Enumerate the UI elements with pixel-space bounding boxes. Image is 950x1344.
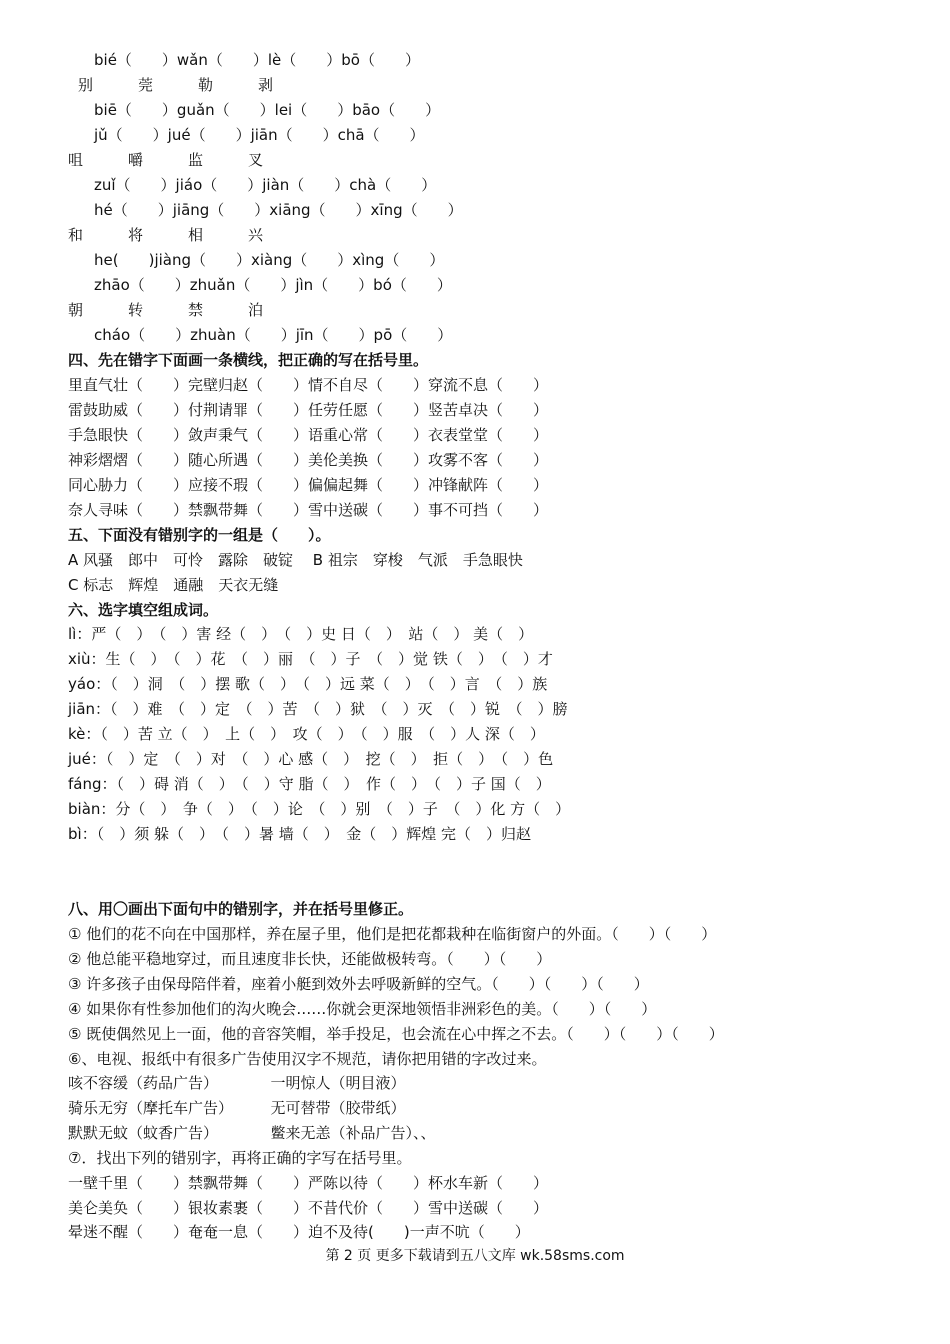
hanzi-line: 朝 转 禁 泊: [68, 301, 264, 319]
section-5-row: C 标志 辉煌 通融 天衣无缝: [68, 576, 279, 594]
section-8-row: ① 他们的花不向在中国那样，养在屋子里，他们是把花都栽种在临街窗户的外面。（ ）（ ）: [68, 925, 717, 943]
section-8-row: ② 他总能平稳地穿过，而且速度非长快，还能做极转弯。（ ）（ ）: [68, 950, 552, 968]
section-6-row: jué：（ ）定 （ ）对 （ ）心 感（ ） 挖（ ） 拒（ ） （ ）色: [68, 750, 554, 768]
section-8-row: ⑦．找出下列的错别字，再将正确的字写在括号里。: [68, 1149, 412, 1167]
hanzi-line: 别 莞 勒 剥: [78, 76, 274, 94]
section-8-row: ③ 许多孩子由保母陪伴着，座着小艇到效外去呼吸新鲜的空气。（ ）（ ）（ ）: [68, 975, 649, 993]
section-8-row: ⑤ 既使偶然见上一面，他的音容笑帽，举手投足，也会流在心中挥之不去。（ ）（ ）（ ）: [68, 1025, 724, 1043]
section-5-title: 五、下面没有错别字的一组是（ ）。: [68, 526, 331, 544]
section-4-title: 四、先在错字下面画一条横线，把正确的写在括号里。: [68, 351, 429, 369]
section-6-row: fáng：（ ）碍 消（ ） （ ）守 脂（ ） 作（ ） （ ）子 国（ ）: [68, 775, 551, 793]
section-6-row: lì：严（ ） （ ）害 经（ ） （ ）史 日（ ） 站（ ） 美（ ）: [68, 625, 534, 643]
section-8-title: 八、用〇画出下面句中的错别字，并在括号里修正。: [68, 900, 414, 918]
pinyin-line: cháo（ ）zhuàn（ ）jīn（ ）pō（ ）: [94, 326, 453, 344]
section-6-row: bì：（ ）须 躲（ ） （ ）暑 墙（ ） 金（ ）辉煌 完（ ）归赵: [68, 825, 531, 843]
pinyin-line: zhāo（ ）zhuǎn（ ）jìn（ ）bó（ ）: [94, 276, 452, 294]
section-6-row: biàn：分（ ） 争（ ） （ ）论 （ ）别 （ ）子 （ ）化 方（ ）: [68, 800, 571, 818]
pinyin-line: jǔ（ ）jué（ ）jiān（ ）chā（ ）: [94, 126, 425, 144]
section-8-row: 美仑美奂（ ）银妆素裹（ ）不昔代价（ ）雪中送碳（ ）: [68, 1199, 549, 1217]
pinyin-line: hé（ ）jiāng（ ）xiāng（ ）xīng（ ）: [94, 201, 463, 219]
page-footer: 第 2 页 更多下载请到五八文库 wk.58sms.com: [325, 1248, 625, 1264]
pinyin-line: zuǐ（ ）jiáo（ ）jiàn（ ）chà（ ）: [94, 176, 437, 194]
section-8-row: ⑥、电视、报纸中有很多广告使用汉字不规范，请你把用错的字改过来。: [68, 1050, 547, 1068]
hanzi-line: 咀 嚼 监 叉: [68, 151, 264, 169]
section-8-row: 咳不容缓（药品广告） 一明惊人（明目液）: [68, 1074, 406, 1092]
section-8-row: ④ 如果你有性参加他们的沟火晚会……你就会更深地领悟非洲彩色的美。（ ）（ ）: [68, 1000, 657, 1018]
section-6-title: 六、选字填空组成词。: [68, 601, 219, 619]
section-6-row: xiù：生（ ） （ ）花 （ ）丽 （ ）子 （ ）觉 铁（ ） （ ）才: [68, 650, 553, 668]
section-4-row: 神彩熠熠（ ）随心所遇（ ）美伦美换（ ）攻雾不客（ ）: [68, 451, 549, 469]
section-4-row: 里直气壮（ ）完壁归赵（ ）情不自尽（ ）穿流不息（ ）: [68, 376, 549, 394]
section-8-row: 默默无蚊（蚊香广告） 鳖来无恙（补品广告）、、: [68, 1124, 436, 1142]
section-8-row: 一壁千里（ ）禁飘带舞（ ）严陈以待（ ）杯水车新（ ）: [68, 1174, 549, 1192]
pinyin-line: he( )jiàng（ ）xiàng（ ）xìng（ ）: [94, 251, 445, 269]
section-4-row: 同心胁力（ ）应接不瑕（ ）偏偏起舞（ ）冲锋献阵（ ）: [68, 476, 549, 494]
section-6-row: kè：（ ）苦 立（ ） 上（ ） 攻（ ） （ ）服 （ ）人 深（ ）: [68, 725, 545, 743]
pinyin-line: biē（ ）guǎn（ ）lei（ ）bāo（ ）: [94, 101, 441, 119]
pinyin-line: bié（ ）wǎn（ ）lè（ ）bō（ ）: [94, 51, 420, 69]
section-4-row: 手急眼快（ ）敛声秉气（ ）语重心常（ ）衣表堂堂（ ）: [68, 426, 549, 444]
section-4-row: 雷鼓助威（ ）付荆请罪（ ）任劳任愿（ ）竖苦卓决（ ）: [68, 401, 549, 419]
section-6-row: yáo：（ ）洞 （ ）摆 歌（ ） （ ）远 菜（ ） （ ）言 （ ）族: [68, 675, 548, 693]
section-5-row: A 风骚 郎中 可怜 露除 破锭 B 祖宗 穿梭 气派 手急眼快: [68, 551, 523, 569]
section-8-row: 骑乐无穷（摩托车广告） 无可替带（胶带纸）: [68, 1099, 406, 1117]
section-8-row: 晕迷不醒（ ）奄奄一息（ ）迫不及待( )一声不吭（ ）: [68, 1223, 530, 1241]
section-4-row: 奈人寻味（ ）禁飘带舞（ ）雪中送碳（ ）事不可挡（ ）: [68, 501, 549, 519]
hanzi-line: 和 将 相 兴: [68, 226, 264, 244]
section-6-row: jiān：（ ）难 （ ）定 （ ）苦 （ ）狱 （ ）灭 （ ）锐 （ ）膀: [68, 700, 568, 718]
